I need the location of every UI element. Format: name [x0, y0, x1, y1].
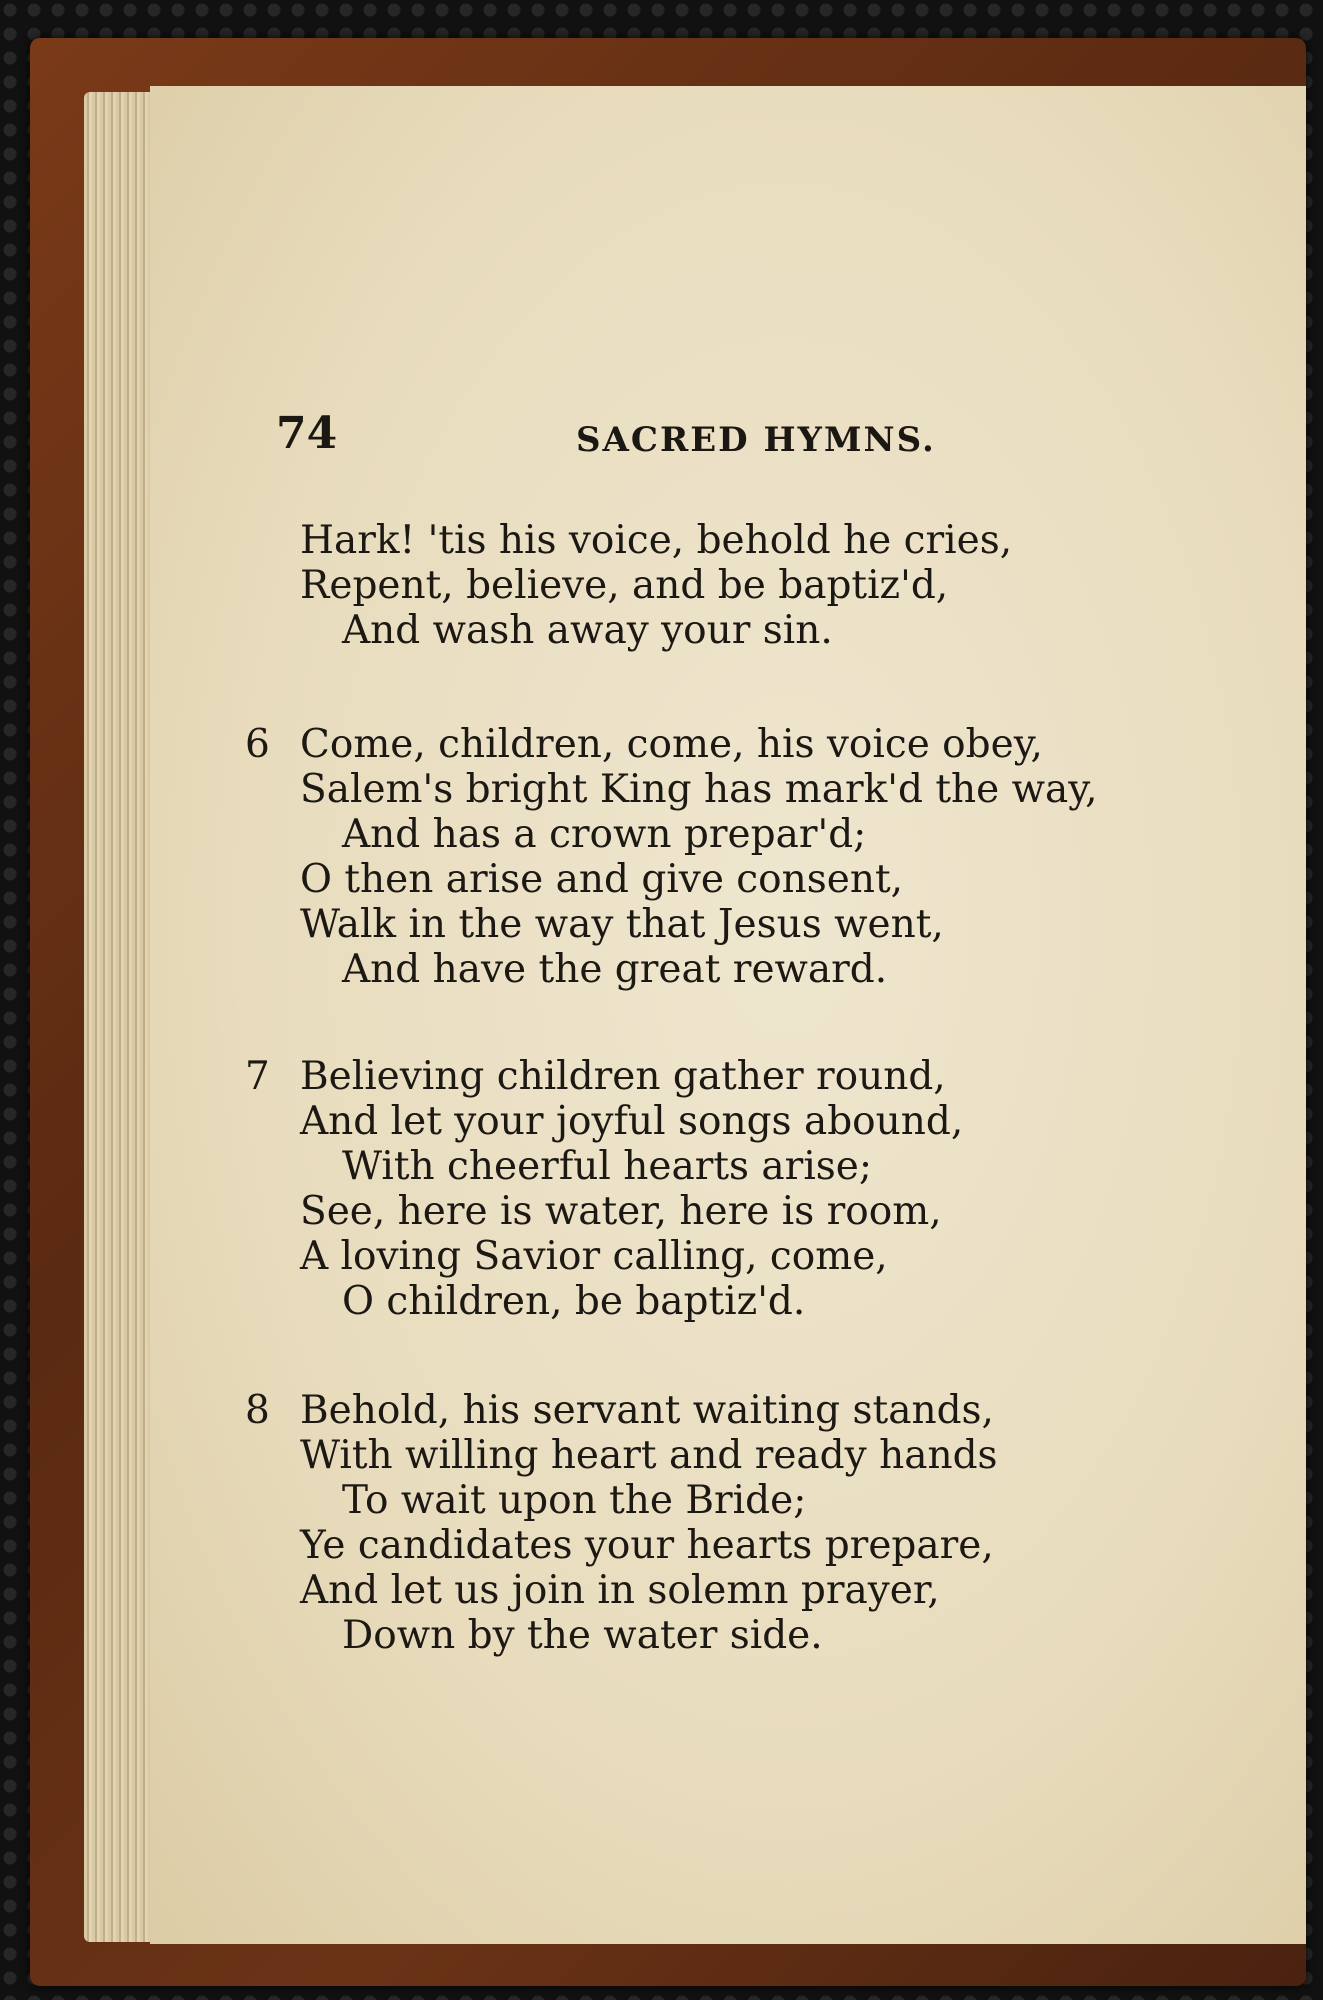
stanza-number: 8 — [245, 1388, 270, 1433]
verse-line: And have the great reward. — [342, 947, 888, 992]
verse-line: O then arise and give consent, — [300, 857, 904, 902]
stanza-8 — [245, 1388, 1200, 1658]
stanza-7 — [245, 1054, 1200, 1324]
verse-line: Come, children, come, his voice obey, — [300, 722, 1043, 767]
book-page — [150, 86, 1306, 1944]
verse-line: Salem's bright King has mark'd the way, — [300, 767, 1098, 812]
verse-line: Ye candidates your hearts prepare, — [300, 1523, 994, 1568]
verse-line: With willing heart and ready hands — [300, 1433, 998, 1478]
verse-line: To wait upon the Bride; — [342, 1478, 807, 1523]
stanza-continued — [300, 518, 1200, 653]
verse-line: Walk in the way that Jesus went, — [300, 902, 944, 947]
verse-line: Down by the water side. — [342, 1613, 823, 1658]
verse-line: Believing children gather round, — [300, 1054, 946, 1099]
stanza-number: 6 — [245, 722, 270, 767]
verse-line: A loving Savior calling, come, — [300, 1234, 888, 1279]
verse-line: Repent, believe, and be baptiz'd, — [300, 563, 949, 608]
verse-line: Hark! 'tis his voice, behold he cries, — [300, 518, 1013, 563]
stanza-6 — [245, 722, 1200, 992]
verse-line: And wash away your sin. — [342, 608, 833, 653]
verse-line: And has a crown prepar'd; — [342, 812, 867, 857]
stanza-number: 7 — [245, 1054, 270, 1099]
verse-line: Behold, his servant waiting stands, — [300, 1388, 994, 1433]
page-number: 74 — [276, 408, 338, 459]
verse-line: And let us join in solemn prayer, — [300, 1568, 940, 1613]
page-header — [276, 408, 1136, 468]
verse-line: And let your joyful songs abound, — [300, 1099, 964, 1144]
verse-line: O children, be baptiz'd. — [342, 1279, 806, 1324]
verse-line: With cheerful hearts arise; — [342, 1144, 873, 1189]
running-title: SACRED HYMNS. — [576, 420, 936, 460]
verse-line: See, here is water, here is room, — [300, 1189, 942, 1234]
